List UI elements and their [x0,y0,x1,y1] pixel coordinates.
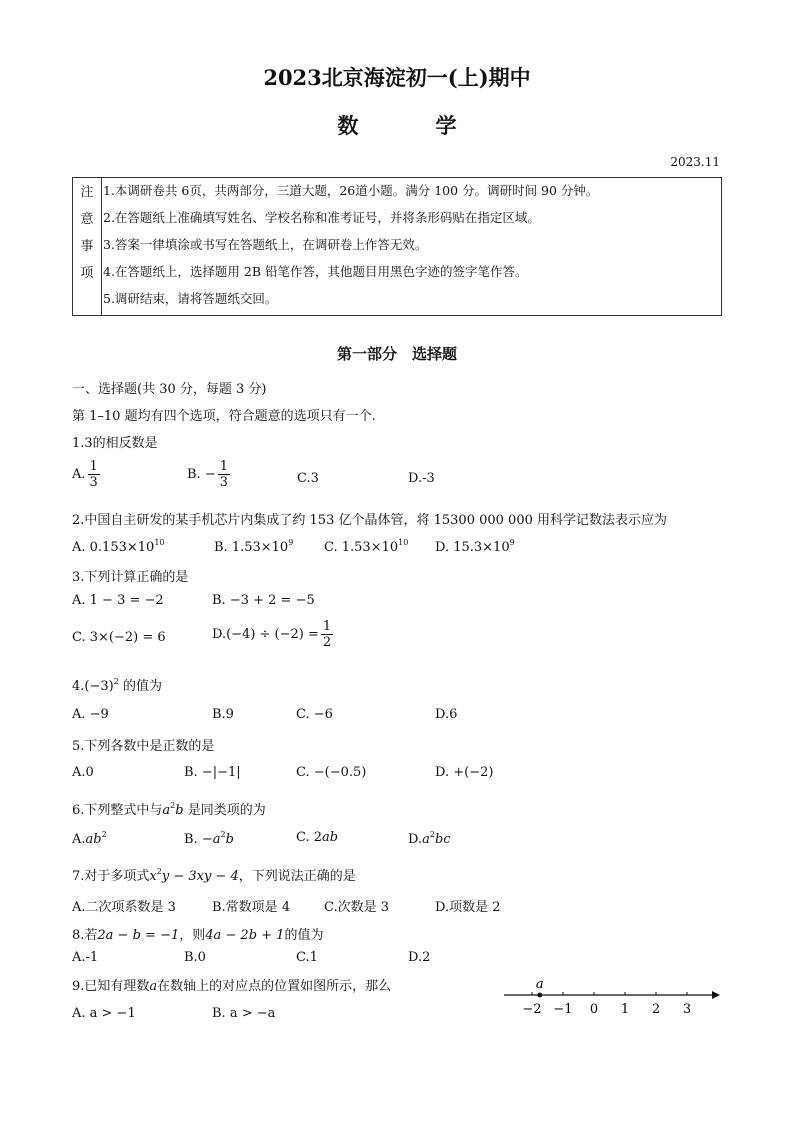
q5-option-c: C. −(−0.5) [296,765,367,780]
question-9-stem [72,975,391,994]
denominator: 3 [89,475,98,490]
numerator: 1 [322,619,332,634]
number-line-tick-label: −2 [522,1002,542,1017]
variable: ab [322,830,339,845]
q8-option-d: D.2 [408,950,431,965]
option-prefix: B. − [184,832,213,847]
q4-option-a: A. −9 [72,707,109,722]
section-heading: 一、选择题(共 30 分，每题 3 分) [72,382,267,397]
expression: 4a − 2b + 1 [205,928,285,943]
question-3-stem: 3.下列计算正确的是 [72,570,189,585]
q9-option-a: A. a > −1 [72,1006,136,1021]
number-line-figure [500,975,725,1020]
exponent: 2 [170,801,176,810]
option-prefix: B. − [187,467,216,482]
variable: b [225,832,234,847]
stem-text: 的值为 [284,928,324,943]
fraction [88,459,100,490]
number-line-ticks [522,992,691,1017]
question-2-stem: 2.中国自主研发的某手机芯片内集成了约 153 亿个晶体管，将 15300 000 000 用科学记数法表示应为 [72,513,667,528]
stem-text: 是同类项的为 [183,803,266,818]
exam-date: 2023.11 [670,155,720,169]
number-line-tick-label: −1 [553,1002,573,1017]
option-prefix: A. [72,467,86,482]
q8-option-a: A.-1 [72,950,99,965]
variable: x [149,869,157,884]
q6-option-d [408,830,451,847]
number-line-tick-label: 3 [682,1002,692,1017]
q2-option-d [435,538,515,555]
q3-option-d [212,619,335,650]
expression: 2a − b = −1 [97,928,180,943]
notice-item: 1.本调研卷共 6页，共两部分，三道大题，26道小题。满分 100 分。调研时间 90 分钟。 [103,183,599,198]
option-prefix: A. [72,832,86,847]
q5-option-b: B. −|−1| [184,765,241,780]
fraction [321,619,333,650]
section-title: 第一部分 选择题 [336,345,457,363]
question-7-stem [72,865,356,884]
q8-option-c: C.1 [296,950,318,965]
exponent: 10 [398,538,409,547]
q4-option-b: B.9 [212,707,234,722]
q5-option-a: A.0 [72,765,94,780]
notice-item: 5.调研结束，请将答题纸交回。 [103,291,278,306]
exponent: 9 [509,538,515,547]
option-text: C. 1.53×10 [324,540,399,555]
point-a-label: a [535,977,544,992]
q4-option-d: D.6 [435,707,458,722]
exam-title: 2023北京海淀初一(上)期中 [263,65,531,90]
subject-title: 数 学 [337,113,485,138]
option-text: B. 1.53×10 [214,540,289,555]
notice-side-char: 注 [80,185,94,200]
q1-option-d: D.-3 [408,471,435,486]
exponent: 2 [113,677,119,686]
variable: b [175,803,184,818]
exponent: 2 [101,830,107,839]
variable: a [162,803,171,818]
q5-option-d: D. +(−2) [435,765,494,780]
fraction [218,459,230,490]
variable: ab [85,832,102,847]
q7-option-b: B.常数项是 4 [212,900,291,915]
q2-option-c [324,538,408,555]
stem-text: 8.若 [72,928,98,943]
stem-text: ，下列说法正确的是 [238,869,356,884]
q3-option-c: C. 3×(−2) = 6 [72,630,166,645]
notice-side-char: 事 [80,239,94,254]
q4-option-c: C. −6 [296,707,333,722]
option-text: D.(−4) ÷ (−2) = [212,627,319,642]
exponent: 9 [288,538,294,547]
notice-side-char: 项 [80,266,94,281]
q1-option-c: C.3 [297,471,319,486]
denominator: 2 [322,635,332,650]
notice-box [72,177,722,316]
q7-option-a: A.二次项系数是 3 [72,900,176,915]
stem-text: 6.下列整式中与 [72,803,163,818]
number-line-tick-label: 0 [589,1002,599,1017]
stem-text: 7.对于多项式 [72,869,150,884]
numerator: 1 [219,459,228,474]
q1-option-b [187,459,232,490]
q6-option-b [184,830,234,847]
option-text: A. 0.153×10 [72,540,155,555]
numerator: 1 [89,459,98,474]
q6-option-c [296,830,338,845]
arrow-head-icon [712,991,720,999]
exponent: 2 [429,830,435,839]
exponent: 2 [156,867,162,876]
exponent: 10 [154,538,165,547]
notice-side-char: 意 [80,212,94,227]
variable: a [149,979,158,994]
stem-text: ，则 [179,928,206,943]
denominator: 3 [219,475,228,490]
q1-option-a [72,459,102,490]
q3-option-a: A. 1 − 3 = −2 [72,593,164,608]
variable: a [422,832,430,847]
question-6-stem [72,799,266,818]
q2-option-b [214,538,293,555]
notice-item: 2.在答题纸上准确填写姓名、学校名称和准考证号，并将条形码贴在指定区域。 [103,210,540,225]
q3-option-b: B. −3 + 2 = −5 [212,593,315,608]
stem-text: 9.已知有理数 [72,979,150,994]
q2-option-a [72,538,165,555]
point-a-marker [537,993,542,998]
option-prefix: C. 2 [296,830,323,845]
variable: bc [434,832,451,847]
number-line-tick-label: 1 [620,1002,630,1017]
q7-option-c: C.次数是 3 [324,900,390,915]
notice-side-label [73,178,102,315]
question-8-stem [72,924,323,943]
q9-option-b: B. a > −a [212,1006,276,1021]
q8-option-b: B.0 [184,950,206,965]
number-line-tick-label: 2 [651,1002,661,1017]
notice-item: 4.在答题纸上，选择题用 2B 铅笔作答，其他题目用黑色字迹的签字笔作答。 [103,264,528,279]
expression: y − 3xy − 4 [161,869,239,884]
q7-option-d: D.项数是 2 [435,900,501,915]
notice-item: 3.答案一律填涂或书写在答题纸上，在调研卷上作答无效。 [103,237,428,252]
stem-text: 4.(−3) [72,679,114,694]
q6-option-a [72,830,107,847]
option-text: D. 15.3×10 [435,540,510,555]
variable: a [212,832,221,847]
stem-text: 的值为 [118,679,162,694]
question-4-stem [72,675,162,694]
section-instruction: 第 1–10 题均有四个选项，符合题意的选项只有一个. [72,409,376,424]
option-prefix: D. [408,832,423,847]
stem-text: 在数轴上的对应点的位置如图所示，那么 [157,979,392,994]
question-1-stem: 1.3的相反数是 [72,436,158,451]
question-5-stem: 5.下列各数中是正数的是 [72,739,215,754]
exponent: 2 [220,830,226,839]
